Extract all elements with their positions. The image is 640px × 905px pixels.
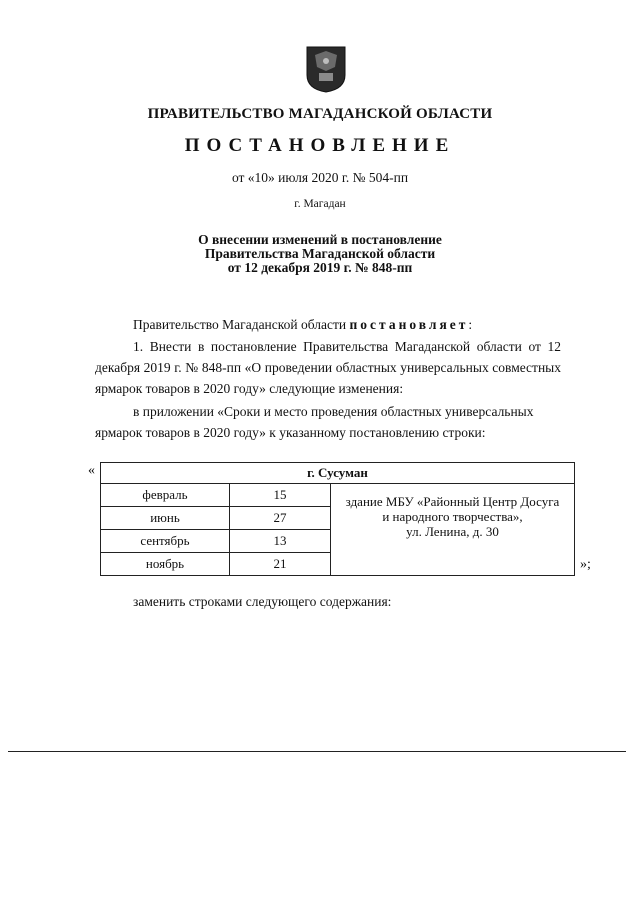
fair-schedule-table (100, 462, 575, 576)
table-row (101, 484, 575, 507)
intro-verb: постановляет (349, 317, 469, 332)
magadan-coat-of-arms-icon (305, 45, 347, 93)
day-cell: 15 (230, 484, 331, 507)
venue-line-3: ул. Ленина, д. 30 (406, 524, 499, 539)
venue-line-2: и народного творчества», (382, 509, 523, 524)
document-date-number: от «10» июля 2020 г. № 504-пп (231, 170, 409, 185)
month-cell: сентябрь (101, 530, 230, 553)
table-header-row (101, 463, 575, 484)
subject-line-2: Правительства Магаданской области (204, 246, 436, 261)
organization-title: ПРАВИТЕЛЬСТВО МАГАДАНСКОЙ ОБЛАСТИ (147, 106, 493, 122)
document-subject (0, 233, 640, 275)
quote-open-mark: « (88, 463, 95, 478)
page-divider (8, 751, 626, 752)
document-type-title: ПОСТАНОВЛЕНИЕ (184, 135, 456, 156)
month-cell: июнь (101, 507, 230, 530)
item-1-paragraph: 1. Внести в постановление Правительства Магаданской области от 12 декабря 2019 г. № 848-пп «О проведении областных универсальных совместных ярмарок товаров в 2020 году» следующие изменения: (95, 339, 561, 396)
month-cell: февраль (101, 484, 230, 507)
document-city: г. Магадан (294, 198, 346, 210)
city-header-cell: г. Сусуман (101, 463, 575, 484)
replace-paragraph: заменить строками следующего содержания: (133, 594, 392, 609)
venue-line-1: здание МБУ «Районный Центр Досуга (345, 494, 560, 509)
day-cell: 27 (230, 507, 331, 530)
item-2-paragraph: в приложении «Сроки и место проведения областных универсальных ярмарок товаров в 2020 году» к указанному постановлению строки: (95, 404, 534, 440)
day-cell: 13 (230, 530, 331, 553)
subject-line-1: О внесении изменений в постановление (198, 232, 442, 247)
quote-close-mark: »; (580, 557, 591, 572)
venue-cell (331, 484, 575, 576)
day-cell: 21 (230, 553, 331, 576)
subject-line-3: от 12 декабря 2019 г. № 848-пп (227, 260, 413, 275)
intro-paragraph (95, 314, 561, 335)
intro-suffix: : (468, 317, 473, 332)
intro-prefix: Правительство Магаданской области (133, 317, 350, 332)
month-cell: ноябрь (101, 553, 230, 576)
